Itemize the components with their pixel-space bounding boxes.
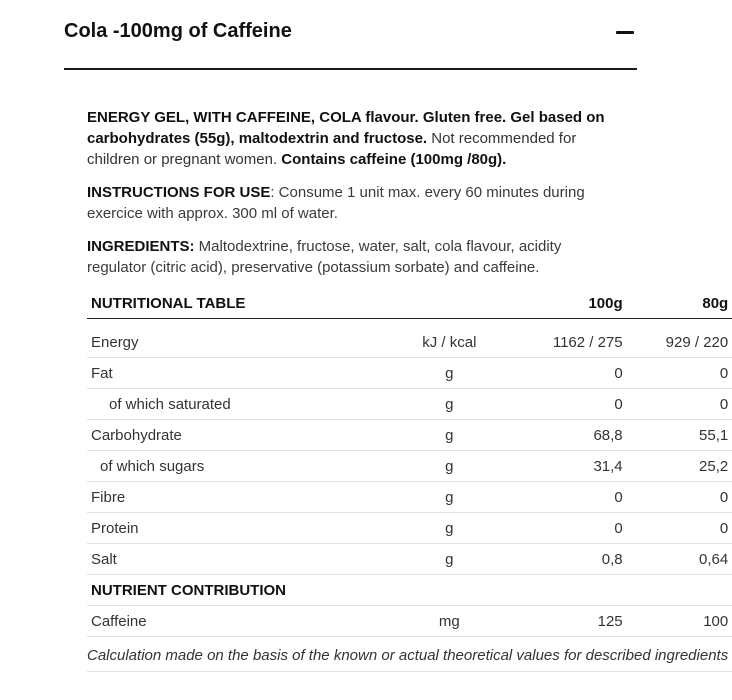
intro-text: Not recommended for children or pregnant women. [87,130,577,168]
table-header-row [87,288,732,319]
row-label: Carbohydrate [87,420,403,451]
table-row [87,420,732,451]
caffeine-content-text: Contains caffeine (100mg /80g). [281,151,507,168]
product-description [87,107,617,290]
row-value-80g: 0 [625,358,732,389]
row-value-100g: 1162 / 275 [496,319,625,358]
row-value-80g: 0 [625,389,732,420]
table-header-unit [403,288,497,319]
nutritional-table [87,288,732,672]
row-label: of which saturated [87,389,403,420]
table-row [87,451,732,482]
instructions-label: INSTRUCTIONS FOR USE [87,184,271,201]
row-unit: g [403,389,497,420]
row-value-100g: 0 [496,358,625,389]
table-row [87,319,732,358]
row-value-80g: 100 [625,606,732,637]
minus-icon[interactable] [613,20,637,44]
table-row [87,482,732,513]
row-value-100g: 0,8 [496,544,625,575]
table-header-100g: 100g [496,288,625,319]
row-unit: g [403,358,497,389]
instructions-text: : Consume 1 unit max. every 60 minutes during exercice with approx. 300 ml of water. [87,184,585,222]
table-header-80g: 80g [625,288,732,319]
row-value-80g: 25,2 [625,451,732,482]
footnote-row [87,637,732,672]
row-value-100g: 0 [496,389,625,420]
table-header-label: NUTRITIONAL TABLE [87,288,403,319]
row-label: Energy [87,319,403,358]
row-label: Fibre [87,482,403,513]
table-row [87,513,732,544]
row-unit: g [403,420,497,451]
accordion-header[interactable] [64,0,637,70]
row-unit: g [403,482,497,513]
intro-bold-text: ENERGY GEL, WITH CAFFEINE, COLA flavour. Gluten free. Gel based on carbohydrates (55g), maltodextrin and fructose. [87,109,605,147]
row-unit: g [403,451,497,482]
ingredients-paragraph [87,236,617,278]
table-row [87,389,732,420]
row-label: Caffeine [87,606,403,637]
ingredients-label: INGREDIENTS: [87,238,195,255]
calculation-footnote: Calculation made on the basis of the known or actual theoretical values for described ingredients [87,637,732,672]
row-label: Fat [87,358,403,389]
table-row [87,544,732,575]
product-title: Cola -100mg of Caffeine [64,20,292,42]
row-label: Protein [87,513,403,544]
row-value-80g: 0,64 [625,544,732,575]
nutrient-contribution-heading: NUTRIENT CONTRIBUTION [87,575,732,606]
row-unit: kJ / kcal [403,319,497,358]
row-unit: mg [403,606,497,637]
table-row [87,358,732,389]
row-value-80g: 0 [625,482,732,513]
row-value-100g: 68,8 [496,420,625,451]
table-row [87,606,732,637]
row-value-80g: 0 [625,513,732,544]
row-value-100g: 0 [496,513,625,544]
row-unit: g [403,513,497,544]
instructions-paragraph [87,182,617,224]
section-header-row [87,575,732,606]
row-label: of which sugars [87,451,403,482]
row-value-100g: 125 [496,606,625,637]
row-value-100g: 0 [496,482,625,513]
row-unit: g [403,544,497,575]
row-value-80g: 55,1 [625,420,732,451]
ingredients-text: Maltodextrine, fructose, water, salt, cola flavour, acidity regulator (citric acid), preservative (potassium sorbate) and caffeine. [87,238,562,276]
row-label: Salt [87,544,403,575]
row-value-80g: 929 / 220 [625,319,732,358]
row-value-100g: 31,4 [496,451,625,482]
intro-paragraph [87,107,617,170]
